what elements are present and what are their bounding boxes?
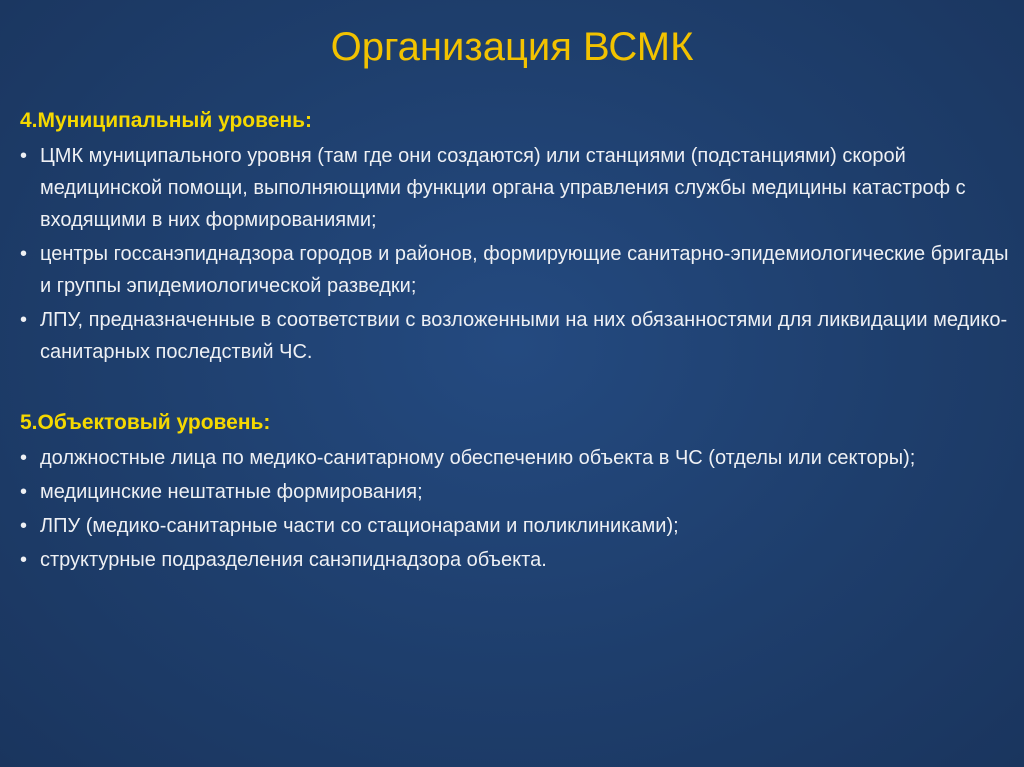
list-item-text: медицинские нештатные формирования; xyxy=(40,481,423,503)
bullet-icon: • xyxy=(20,549,28,571)
bullet-list xyxy=(20,140,1010,368)
section-object-level xyxy=(20,408,1010,576)
list-item xyxy=(20,304,1010,368)
list-item xyxy=(20,544,1010,576)
bullet-icon: • xyxy=(20,447,28,469)
list-item-text: должностные лица по медико-санитарному обеспечению объекта в ЧС (отделы или секторы); xyxy=(40,447,916,469)
bullet-icon: • xyxy=(20,145,28,167)
list-item xyxy=(20,510,1010,542)
section-heading: 5.Объектовый уровень: xyxy=(20,411,271,434)
slide-content xyxy=(20,106,1010,578)
section-heading: 4.Муниципальный уровень: xyxy=(20,109,313,132)
bullet-icon: • xyxy=(20,515,28,537)
bullet-icon: • xyxy=(20,481,28,503)
bullet-icon: • xyxy=(20,309,28,331)
list-item xyxy=(20,140,1010,236)
slide-title: Организация ВСМК xyxy=(330,25,694,69)
list-item-text: центры госсанэпиднадзора городов и районов, формирующие санитарно-эпидемиологические бригады и группы эпидемиологической разведки; xyxy=(40,243,1009,297)
list-item xyxy=(20,442,1010,474)
section-municipal-level xyxy=(20,106,1010,368)
list-item xyxy=(20,476,1010,508)
list-item-text: ЛПУ, предназначенные в соответствии с возложенными на них обязанностями для ликвидации медико-санитарных последствий ЧС. xyxy=(40,309,1008,363)
list-item-text: ЛПУ (медико-санитарные части со стационарами и поликлиниками); xyxy=(40,515,679,537)
list-item-text: ЦМК муниципального уровня (там где они создаются) или станциями (подстанциями) скорой медицинской помощи, выполняющими функции органа управления службы медицины катастроф с входящими в них формированиями; xyxy=(40,145,966,231)
list-item-text: структурные подразделения санэпиднадзора объекта. xyxy=(40,549,547,571)
bullet-list xyxy=(20,442,1010,576)
list-item xyxy=(20,238,1010,302)
bullet-icon: • xyxy=(20,243,28,265)
